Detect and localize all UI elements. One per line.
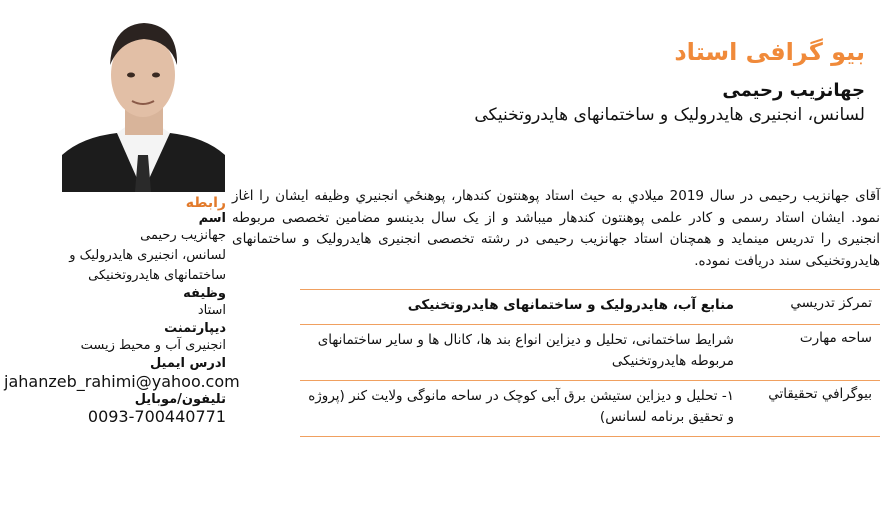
- contact-heading: رابطه: [185, 195, 226, 211]
- teacher-name: جهانزیب رحیمی: [722, 80, 865, 101]
- row-label: تمرکز تدريسي: [790, 295, 872, 311]
- table-row: [300, 325, 880, 381]
- department-label: دیپارتمنت: [164, 321, 226, 336]
- name-label: اسم: [198, 211, 226, 226]
- department-value: انجنیری آب و محیط زیست: [80, 338, 226, 353]
- row-label: ساحه مهارت: [799, 330, 872, 346]
- info-table: [300, 289, 880, 437]
- row-label: بيوگرافي تحقيقاتي: [768, 386, 872, 402]
- contact-sidebar: [4, 195, 240, 426]
- row-value: منابع آب، هایدرولیک و ساختمانهای هایدروتخنیکی: [407, 297, 734, 313]
- row-value: ۱- تحلیل و دیزاین ستیشن برق آبی کوچک در ساحه مانوگی ولایت کنر (پروژه و تحقیق برنامه لسانس): [308, 388, 734, 425]
- degree-value: لسانس، انجنیری هایدرولیک و ساختمانهای هایدروتخنیکی: [69, 248, 226, 283]
- row-value: شرایط ساختمانی، تحلیل و دیزاین انواع بند ها، کانال ها و سایر ساختمانهای مربوطه هایدروتخنیکی: [317, 332, 734, 369]
- bio-paragraph: آقای جهانزیب رحیمی در سال 2019 ميلادي به حيث استاد پوهنتون کندهار، پوهنځي انجنيري وظيفه ایشان را اغاز نمود. ایشان استاد رسمی و کادر علمی پوهنتون کندهار میباشد و از یک سال بدینسو مضامین تخصصی مربوطه انجنیری را تدریس مینماید و همچنان استاد جهانزیب رحیمی در رشته تخصصی انجنیری هایدرولیک و ساختمانهای هایدروتخنیکی سند دریافت نموده.: [232, 188, 880, 269]
- phone-label: تلیفون/موبایل: [134, 392, 226, 407]
- table-row: [300, 290, 880, 325]
- email-link[interactable]: jahanzeb_rahimi@yahoo.com: [4, 372, 240, 391]
- profile-photo: [62, 5, 225, 192]
- teacher-degree: لسانس، انجنیری هایدرولیک و ساختمانهای هایدروتخنیکی: [474, 105, 865, 125]
- email-label: ادرس ایمیل: [149, 356, 226, 371]
- page-title: بیو گرافی استاد: [674, 38, 865, 66]
- name-value: جهانزیب رحیمی: [140, 228, 226, 243]
- phone-value: 0093-700440771: [87, 407, 226, 426]
- job-value: استاد: [197, 303, 226, 318]
- table-row: [300, 381, 880, 437]
- job-label: وظیفه: [183, 286, 226, 301]
